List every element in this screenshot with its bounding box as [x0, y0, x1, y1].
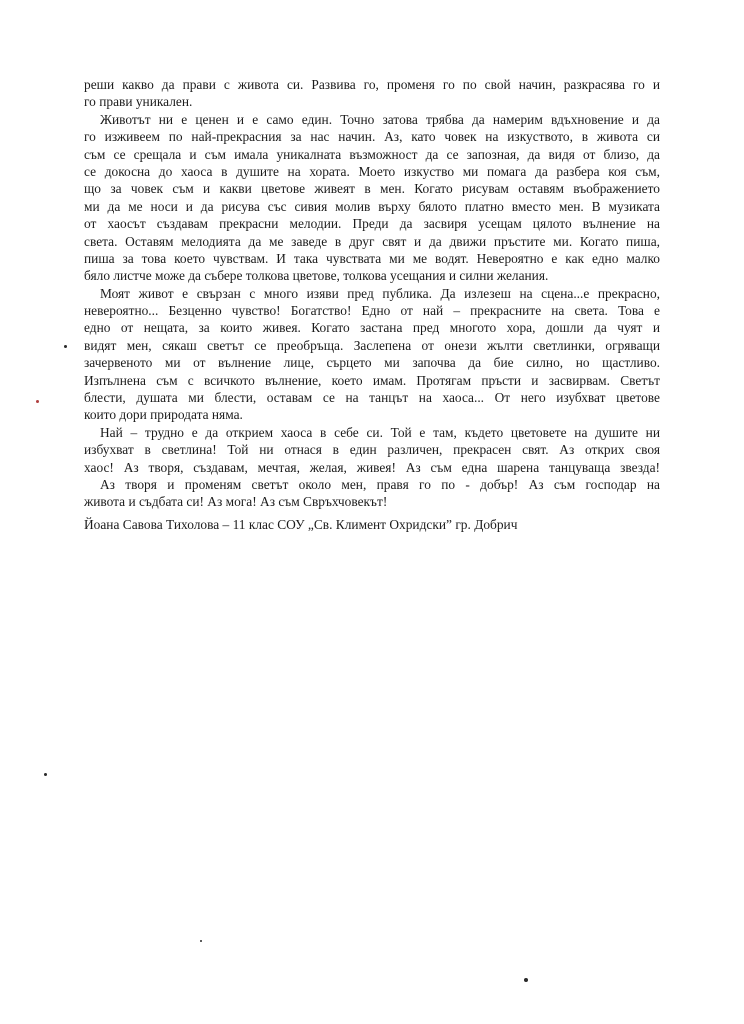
text-line: се докосна до хаоса в душите на хората. Моето изкуство ми помага да разбера коя съм,	[84, 163, 660, 179]
text-line: го изживеем по най-прекрасния за нас начин. Аз, като човек на изкуството, в живота си	[84, 129, 660, 145]
text-line: едно от нещата, за които живея. Когато застана пред многото хора, дошли да чуят и	[84, 320, 660, 336]
text-line: ми да ме носи и да рисува със сивия молив върху бялото платно вместо мен. В музиката	[84, 198, 660, 214]
text-line: зачервеното ми от вълнение лице, сърцето ми започва да бие силно, но щастливо.	[84, 355, 660, 371]
paragraph-1	[84, 76, 660, 111]
text-line: пиша за това което чувствам. И така чувствата ми ме водят. Невероятно е как едно малко	[84, 250, 660, 266]
text-line: блести, душата ми блести, оставам се на танцът на хаоса... От него изубхват цветове	[84, 390, 660, 406]
text-line: бяло листче може да събере толкова цветове, толкова усещания и силни желания.	[84, 268, 549, 284]
text-line: живота и съдбата си! Аз мога! Аз съм Свръхчовекът!	[84, 494, 388, 510]
text-line: които дори природата няма.	[84, 407, 243, 423]
scan-speck	[44, 773, 47, 776]
paragraph-3	[84, 285, 660, 424]
text-line: го прави уникален.	[84, 94, 193, 110]
essay-body	[84, 76, 660, 511]
author-signature-line: Йоана Савова Тихолова – 11 клас СОУ „Св. Климент Охридски” гр. Добрич	[84, 517, 518, 532]
paragraph-4	[84, 424, 660, 476]
text-line: Животът ни е ценен и е само един. Точно затова трябва да намерим вдъхновение и да	[100, 111, 660, 127]
text-line: невероятно... Безценно чувство! Богатство! Едно от най – прекрасните на света. Това е	[84, 303, 660, 319]
text-line: видят мен, сякаш светът се преобръща. Заслепена от онези жълти светлинки, огряващи	[84, 337, 660, 353]
scan-speck	[524, 978, 528, 982]
text-line: съм се срещала и съм имала уникалната възможност да се запозная, да видя от близо, да	[84, 146, 660, 162]
scan-speck	[36, 400, 39, 403]
text-line: от хаосът създавам прекрасни мелодии. Преди да засвиря усещам цялото вълнение на	[84, 216, 660, 232]
paragraph-2	[84, 111, 660, 285]
text-line: Изпълнена съм с всичкото вълнение, което имам. Протягам пръсти и засвирвам. Светът	[84, 372, 660, 388]
paragraph-5	[84, 476, 660, 511]
scan-speck	[200, 940, 202, 942]
text-line: избухват в светлина! Той ни отнася в един различен, прекрасен свят. Аз открих своя	[84, 442, 660, 458]
text-line: що за човек съм и какви цветове живеят в мен. Когато рисувам оставям въображението	[84, 181, 660, 197]
text-line: Аз творя и променям светът около мен, правя го по - добър! Аз съм господар на	[100, 476, 660, 492]
text-line: Моят живот е свързан с много изяви пред публика. Да излезеш на сцена...е прекрасно,	[100, 285, 660, 301]
text-line: света. Оставям мелодията да ме заведе в друг свят и да движи пръстите ми. Когато пиша,	[84, 233, 660, 249]
scan-speck	[64, 345, 67, 348]
text-line: хаос! Аз творя, създавам, мечтая, желая, живея! Аз съм една шарена танцуваща звезда!	[84, 459, 660, 475]
text-line: реши какво да прави с живота си. Развива го, променя го по свой начин, разкрасява го и	[84, 77, 660, 92]
text-line: Най – трудно е да открием хаоса в себе си. Той е там, където цветовете на душите ни	[100, 424, 660, 440]
